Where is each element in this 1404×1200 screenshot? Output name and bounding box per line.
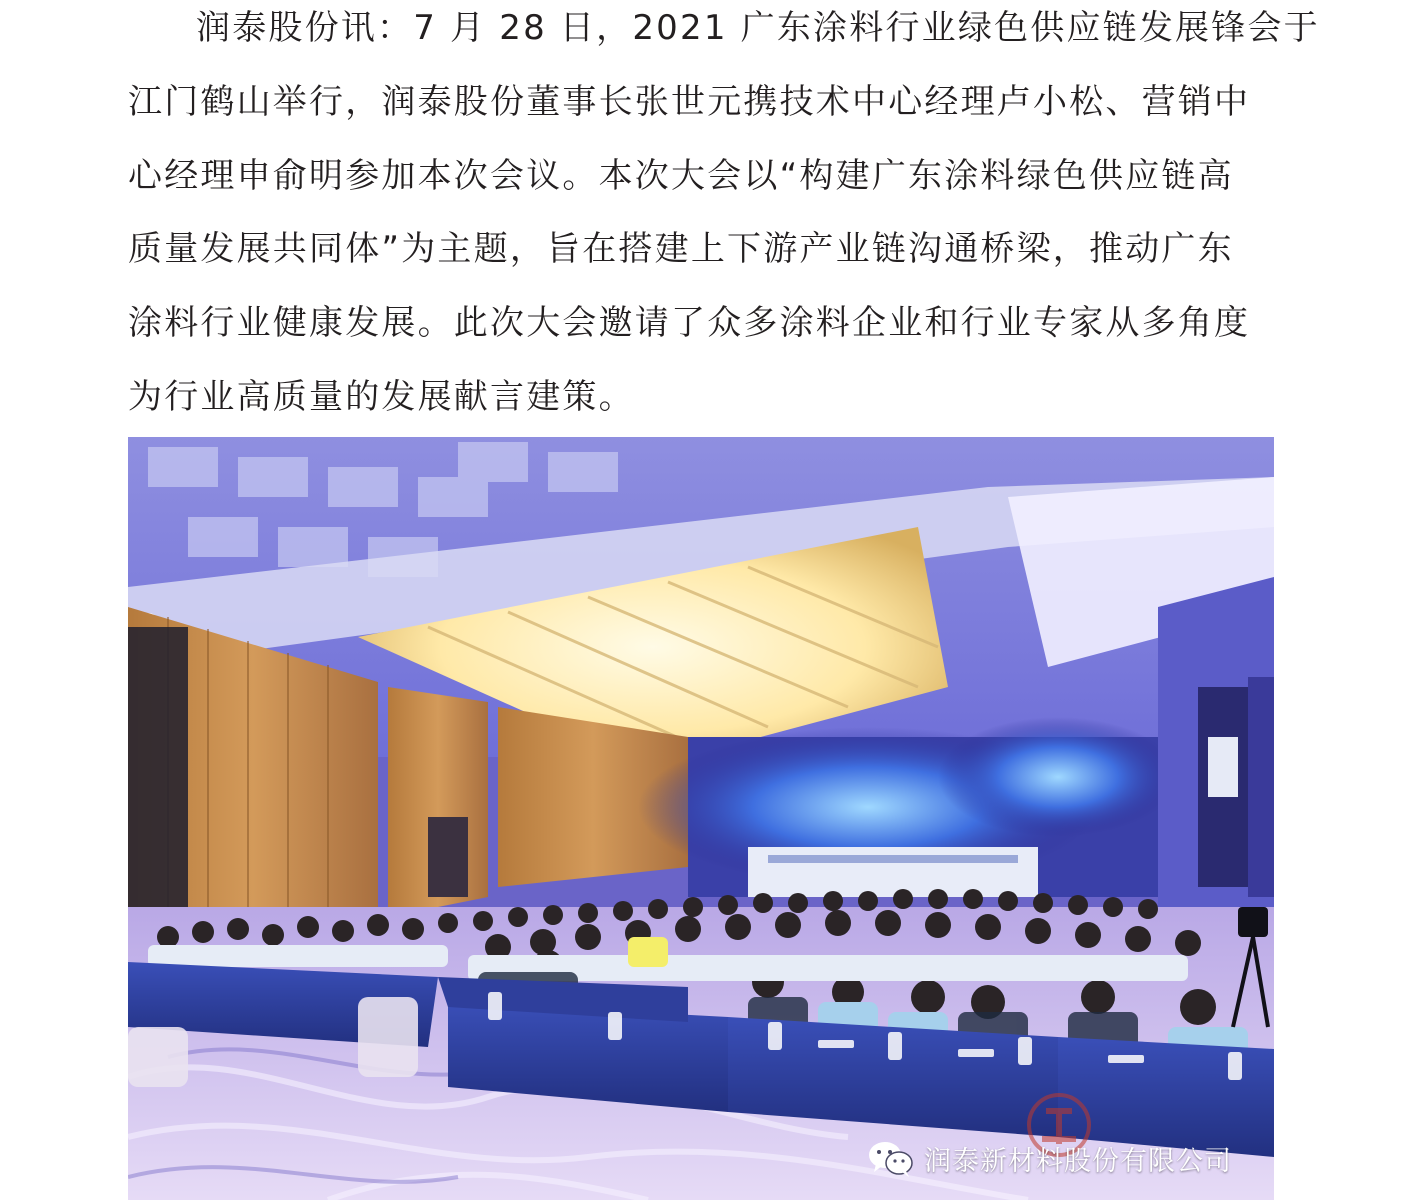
paragraph-line: 涂料行业健康发展。此次大会邀请了众多涂料企业和行业专家从多角度 xyxy=(128,303,1251,343)
paragraph-line: 心经理申俞明参加本次会议。本次大会以“构建广东涂料绿色供应链高 xyxy=(128,156,1234,196)
watermark xyxy=(868,1139,1232,1178)
paragraph-line: 润泰股份讯：7 月 28 日，2021 广东涂料行业绿色供应链发展锋会于 xyxy=(196,8,1320,48)
wechat-icon xyxy=(868,1140,914,1178)
conference-photo xyxy=(128,437,1274,1200)
paragraph-line: 质量发展共同体”为主题，旨在搭建上下游产业链沟通桥梁，推动广东 xyxy=(128,229,1234,269)
watermark-text: 润泰新材料股份有限公司 xyxy=(924,1146,1232,1177)
paragraph-line: 江门鹤山举行，润泰股份董事长张世元携技术中心经理卢小松、营销中 xyxy=(128,82,1251,122)
conference-hall-illustration xyxy=(128,437,1274,1200)
paragraph-line: 为行业高质量的发展献言建策。 xyxy=(128,377,635,417)
